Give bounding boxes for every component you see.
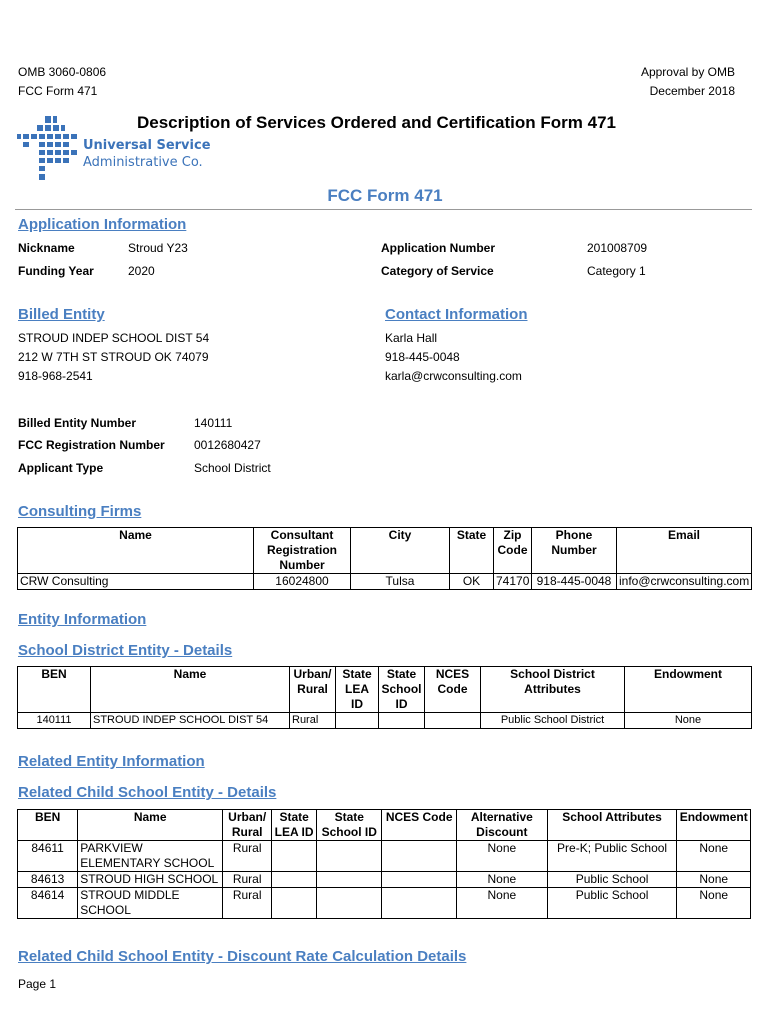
table-row: [18, 841, 751, 872]
related-entity-heading: Related Entity Information: [18, 753, 205, 770]
column-header: Zip Code: [494, 528, 532, 574]
form-heading: FCC Form 471: [327, 186, 443, 205]
table-cell: [336, 713, 379, 729]
contact-info-heading: Contact Information: [385, 306, 528, 323]
application-info-heading: Application Information: [18, 216, 187, 233]
table-cell: 84614: [18, 888, 78, 919]
table-cell: STROUD INDEP SCHOOL DIST 54: [91, 713, 290, 729]
table-cell: None: [677, 841, 751, 872]
related-child-table: [17, 809, 751, 919]
table-cell: Rural: [223, 888, 272, 919]
funding-year-value: 2020: [128, 264, 155, 278]
discount-rate-heading: Related Child School Entity - Discount Rate Calculation Details: [18, 948, 467, 965]
contact-email: karla@crwconsulting.com: [385, 369, 522, 383]
table-cell: PARKVIEW ELEMENTARY SCHOOL: [78, 841, 223, 872]
table-row: [18, 872, 751, 888]
consulting-firms-heading: Consulting Firms: [18, 503, 142, 520]
column-header: NCES Code: [382, 810, 457, 841]
table-cell: Public School: [547, 872, 677, 888]
page-number: Page 1: [18, 977, 57, 991]
table-cell: [317, 888, 382, 919]
column-header: Phone Number: [532, 528, 617, 574]
table-cell: [272, 888, 317, 919]
table-cell: [272, 872, 317, 888]
column-header: School Attributes: [547, 810, 677, 841]
table-cell: Pre-K; Public School: [547, 841, 677, 872]
column-header: State School ID: [379, 667, 425, 713]
omb-number: OMB 3060-0806: [18, 65, 107, 79]
table-cell: Rural: [223, 872, 272, 888]
table-cell: info@crwconsulting.com: [617, 574, 752, 590]
table-cell: None: [456, 841, 547, 872]
column-header: Email: [617, 528, 752, 574]
table-cell: Public School District: [481, 713, 625, 729]
column-header: Name: [91, 667, 290, 713]
table-cell: 74170: [494, 574, 532, 590]
column-header: State LEA ID: [336, 667, 379, 713]
table-cell: [382, 841, 457, 872]
logo-line1: Universal Service: [83, 138, 211, 153]
table-cell: 84613: [18, 872, 78, 888]
page-title: Description of Services Ordered and Certification Form 471: [137, 113, 616, 132]
column-header: Endowment: [677, 810, 751, 841]
fcc-reg-value: 0012680427: [194, 438, 261, 452]
column-header: Alternative Discount: [456, 810, 547, 841]
billed-entity-name: STROUD INDEP SCHOOL DIST 54: [18, 331, 210, 345]
approval-text: Approval by OMB: [640, 65, 735, 79]
billed-entity-phone: 918-968-2541: [18, 369, 93, 383]
column-header: School District Attributes: [481, 667, 625, 713]
column-header: Name: [78, 810, 223, 841]
applicant-type-value: School District: [194, 461, 271, 475]
table-cell: STROUD MIDDLE SCHOOL: [78, 888, 223, 919]
table-cell: 84611: [18, 841, 78, 872]
table-header-row: [18, 528, 752, 574]
column-header: State LEA ID: [272, 810, 317, 841]
table-row: [18, 888, 751, 919]
nickname-value: Stroud Y23: [128, 241, 188, 255]
ben-label: Billed Entity Number: [18, 416, 137, 430]
table-cell: [272, 841, 317, 872]
billed-entity-address: 212 W 7TH ST STROUD OK 74079: [18, 350, 209, 364]
table-cell: Rural: [223, 841, 272, 872]
table-cell: 140111: [18, 713, 91, 729]
fcc-reg-label: FCC Registration Number: [18, 438, 165, 452]
table-header-row: [18, 667, 752, 713]
table-cell: [317, 841, 382, 872]
column-header: Urban/ Rural: [290, 667, 336, 713]
table-cell: [317, 872, 382, 888]
column-header: Consultant Registration Number: [254, 528, 351, 574]
related-child-heading: Related Child School Entity - Details: [18, 784, 277, 801]
category-value: Category 1: [587, 264, 646, 278]
column-header: State School ID: [317, 810, 382, 841]
column-header: BEN: [18, 667, 91, 713]
table-cell: [425, 713, 481, 729]
usac-logo: [15, 114, 215, 186]
table-cell: None: [625, 713, 752, 729]
table-cell: Public School: [547, 888, 677, 919]
contact-name: Karla Hall: [385, 331, 438, 345]
table-cell: 16024800: [254, 574, 351, 590]
applicant-type-label: Applicant Type: [18, 461, 104, 475]
table-cell: Tulsa: [351, 574, 450, 590]
approval-date: December 2018: [649, 84, 735, 98]
billed-entity-heading: Billed Entity: [18, 306, 105, 323]
category-label: Category of Service: [381, 264, 494, 278]
column-header: NCES Code: [425, 667, 481, 713]
table-cell: None: [677, 888, 751, 919]
table-row: [18, 574, 752, 590]
table-cell: [379, 713, 425, 729]
funding-year-label: Funding Year: [18, 264, 94, 278]
app-number-value: 201008709: [587, 241, 648, 255]
school-district-heading: School District Entity - Details: [18, 642, 233, 659]
logo-line2: Administrative Co.: [83, 155, 203, 170]
table-cell: 918-445-0048: [532, 574, 617, 590]
ben-value: 140111: [194, 416, 233, 430]
nickname-label: Nickname: [18, 241, 75, 255]
table-row: [18, 713, 752, 729]
usac-logo-icon: [15, 114, 85, 186]
table-cell: [382, 872, 457, 888]
app-number-label: Application Number: [381, 241, 496, 255]
table-cell: None: [677, 872, 751, 888]
table-cell: Rural: [290, 713, 336, 729]
form-number: FCC Form 471: [18, 84, 98, 98]
contact-phone: 918-445-0048: [385, 350, 460, 364]
column-header: Endowment: [625, 667, 752, 713]
table-header-row: [18, 810, 751, 841]
column-header: Name: [18, 528, 254, 574]
column-header: City: [351, 528, 450, 574]
table-cell: [382, 888, 457, 919]
school-district-table: [17, 666, 752, 729]
table-cell: None: [456, 872, 547, 888]
table-cell: STROUD HIGH SCHOOL: [78, 872, 223, 888]
entity-info-heading: Entity Information: [18, 611, 147, 628]
table-cell: OK: [450, 574, 494, 590]
heading-divider: [15, 209, 752, 210]
column-header: Urban/ Rural: [223, 810, 272, 841]
column-header: BEN: [18, 810, 78, 841]
table-cell: None: [456, 888, 547, 919]
consulting-firms-table: [17, 527, 752, 590]
column-header: State: [450, 528, 494, 574]
table-cell: CRW Consulting: [18, 574, 254, 590]
